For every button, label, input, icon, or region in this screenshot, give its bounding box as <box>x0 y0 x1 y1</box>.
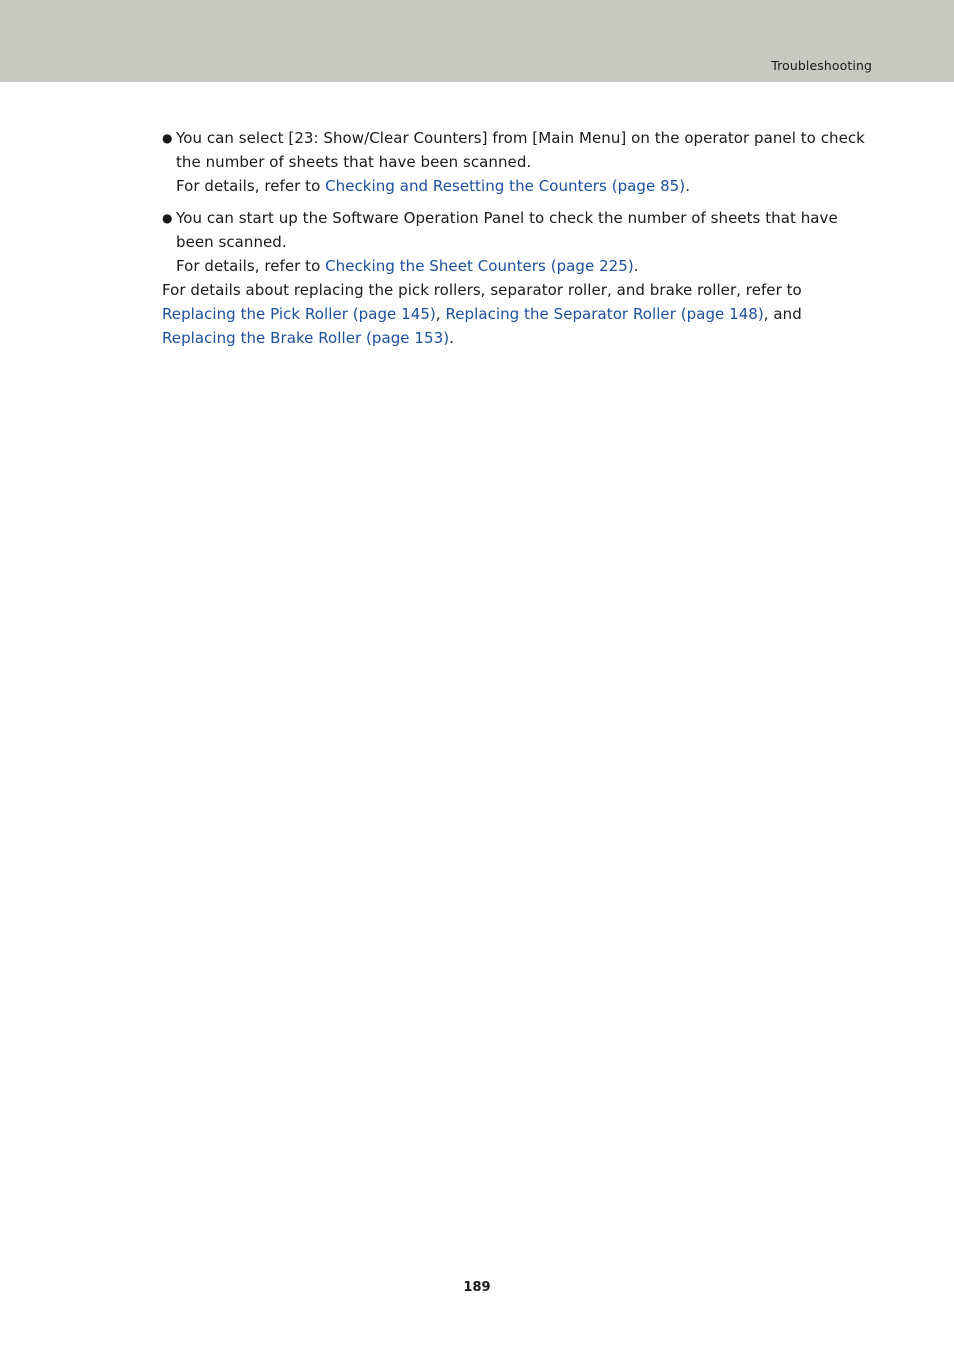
bullet-icon: ● <box>162 131 173 145</box>
link-replacing-pick-roller[interactable]: Replacing the Pick Roller (page 145) <box>162 305 436 323</box>
bullet-icon: ● <box>162 211 173 225</box>
reference-prefix: For details, refer to <box>176 177 326 195</box>
paragraph-intro: For details about replacing the pick rollers, separator roller, and brake roller, refer to <box>162 281 802 299</box>
bullet-text: You can start up the Software Operation Panel to check the number of sheets that have been scanned. <box>176 209 838 251</box>
paragraph-end: . <box>449 329 454 347</box>
replacement-paragraph <box>162 278 872 350</box>
bullet-text: You can select [23: Show/Clear Counters] from [Main Menu] on the operator panel to check the number of sheets that have been scanned. <box>176 129 865 171</box>
reference-suffix: . <box>633 257 639 275</box>
bullet-item <box>162 126 872 198</box>
link-checking-sheet-counters[interactable]: Checking the Sheet Counters (page 225) <box>325 257 634 275</box>
separator-text: , <box>435 305 446 323</box>
link-checking-resetting-counters[interactable]: Checking and Resetting the Counters (page 85) <box>325 177 686 195</box>
separator-text: , and <box>763 305 802 323</box>
link-replacing-separator-roller[interactable]: Replacing the Separator Roller (page 148) <box>445 305 764 323</box>
page-number: 189 <box>463 1280 491 1295</box>
reference-suffix: . <box>685 177 691 195</box>
section-title: Troubleshooting <box>771 58 872 73</box>
reference-prefix: For details, refer to <box>176 257 326 275</box>
page-content <box>162 126 872 350</box>
page-header <box>0 0 954 82</box>
bullet-item <box>162 206 872 278</box>
link-replacing-brake-roller[interactable]: Replacing the Brake Roller (page 153) <box>162 329 450 347</box>
